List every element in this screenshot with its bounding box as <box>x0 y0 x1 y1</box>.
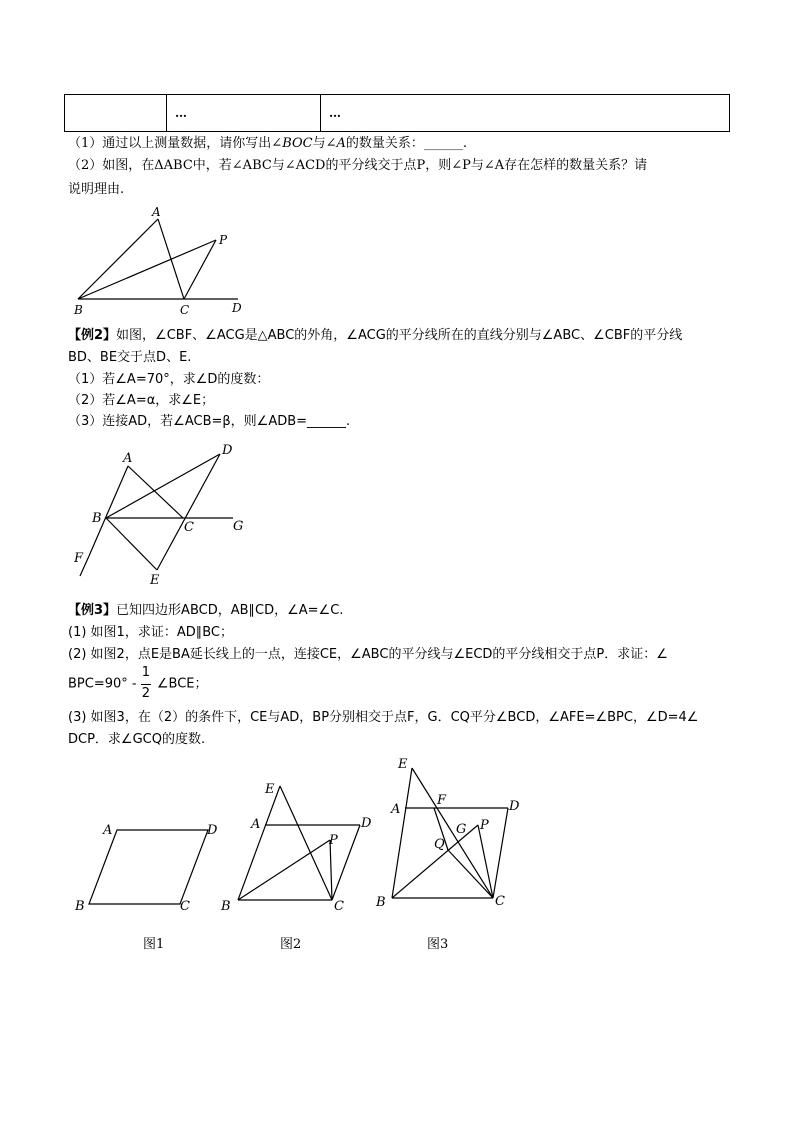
fig2-label-d: D <box>361 816 372 831</box>
figure-lines <box>78 219 238 299</box>
example-3-q2-line1: (2) 如图2，点E是BA延长线上的一点，连接CE，∠ABC的平分线与∠ECD的平分线相交于点P．求证：∠ <box>68 647 668 662</box>
data-table <box>64 94 730 132</box>
fig2-label-e: E <box>265 782 275 797</box>
example-2-q3: （3）连接AD，若∠ACB=β，则∠ADB=______. <box>68 414 351 429</box>
q1-blank: ______ <box>423 136 463 151</box>
figure-triangle-bisectors <box>66 200 256 320</box>
label-b: B <box>92 511 102 526</box>
q1-angle-a: ∠A <box>325 136 346 151</box>
table-cell: … <box>167 95 321 132</box>
fig3-label-f: F <box>437 793 447 808</box>
question-2-line1: （2）如图，在ΔABC中，若∠ABC与∠ACD的平分线交于点P，则∠P与∠A存在怎样的数量关系？请 <box>68 158 648 173</box>
figures-quadrilaterals <box>60 750 540 960</box>
example-3-text: 已知四边形ABCD，AB∥CD，∠A=∠C. <box>116 603 344 618</box>
example-2-title: 【例2】 <box>68 328 117 343</box>
fig3-label-p: P <box>480 818 489 833</box>
fraction-one-half <box>141 664 153 704</box>
label-c: C <box>180 303 190 317</box>
table-cell <box>65 95 167 132</box>
label-a: A <box>123 451 133 466</box>
table-cell: … <box>321 95 730 132</box>
label-d: D <box>232 301 242 315</box>
fig1-label-c: C <box>180 899 190 914</box>
example-3-q2-part1: BPC=90° - <box>68 676 137 692</box>
example-3-q1: (1) 如图1，求证：AD∥BC； <box>68 625 233 640</box>
example-2-line1 <box>68 326 682 346</box>
table-row <box>65 95 730 132</box>
example-2-text: 如图，∠CBF、∠ACG是△ABC的外角，∠ACG的平分线所在的直线分别与∠ABC、∠CBF的平分线 <box>116 328 683 343</box>
question-2-line2: 说明理由. <box>68 182 125 197</box>
figure-1 <box>74 823 218 952</box>
caption-fig-2: 图2 <box>280 937 302 952</box>
fig3-label-c: C <box>495 894 505 909</box>
q1-relation: 的数量关系： <box>345 136 424 151</box>
fig3-label-g: G <box>456 822 467 837</box>
caption-fig-3: 图3 <box>427 937 449 952</box>
fig3-label-q: Q <box>434 837 445 852</box>
q1-number: （1） <box>68 136 103 151</box>
label-p: P <box>219 233 228 247</box>
fig3-label-e: E <box>398 757 408 772</box>
fig1-label-b: B <box>75 899 85 914</box>
fig3-label-d: D <box>509 799 520 814</box>
q1-text: 通过以上测量数据，请你写出 <box>102 136 272 151</box>
label-e: E <box>150 573 160 588</box>
label-b: B <box>74 303 83 317</box>
fraction-bar <box>141 684 151 685</box>
q1-period: . <box>462 136 468 151</box>
fraction-denominator: 2 <box>141 686 151 701</box>
q1-angle-boc: ∠BOC <box>271 136 313 151</box>
label-a: A <box>152 205 161 219</box>
fig3-label-a: A <box>391 802 401 817</box>
label-f: F <box>74 551 84 566</box>
example-3-q2-part2: ∠BCE； <box>156 676 208 692</box>
q1-and: 与 <box>312 136 326 151</box>
fig2-label-c: C <box>334 899 344 914</box>
caption-fig-1: 图1 <box>143 937 165 952</box>
fig2-label-a: A <box>251 817 261 832</box>
fig1-label-d: D <box>207 823 218 838</box>
label-c: C <box>184 520 194 535</box>
fig1-label-a: A <box>103 823 113 838</box>
example-3-q3-line1: (3) 如图3，在（2）的条件下，CE与AD，BP分别相交于点F，G．CQ平分∠BCD，∠AFE=∠BPC，∠D=4∠ <box>68 710 699 725</box>
example-3-title: 【例3】 <box>68 603 117 618</box>
example-3-q3-line2: DCP．求∠GCQ的度数. <box>68 732 206 747</box>
label-g: G <box>233 519 244 534</box>
example-3-line1 <box>68 601 343 621</box>
figure-external-bisectors <box>70 436 260 596</box>
fraction-numerator: 1 <box>141 665 151 680</box>
question-1 <box>68 134 467 154</box>
example-2-q1: （1）若∠A=70°，求∠D的度数： <box>68 372 270 387</box>
figure-3 <box>375 757 520 952</box>
figure-2 <box>220 782 372 952</box>
example-2-q2: （2）若∠A=α，求∠E； <box>68 393 215 408</box>
fig3-label-b: B <box>376 895 386 910</box>
example-2-line2: BD、BE交于点D、E. <box>68 350 192 365</box>
example-3-q2-line2 <box>68 664 208 704</box>
fig2-label-b: B <box>221 899 231 914</box>
figure-lines <box>80 454 233 576</box>
fig2-label-p: P <box>329 833 338 848</box>
label-d: D <box>222 443 233 458</box>
